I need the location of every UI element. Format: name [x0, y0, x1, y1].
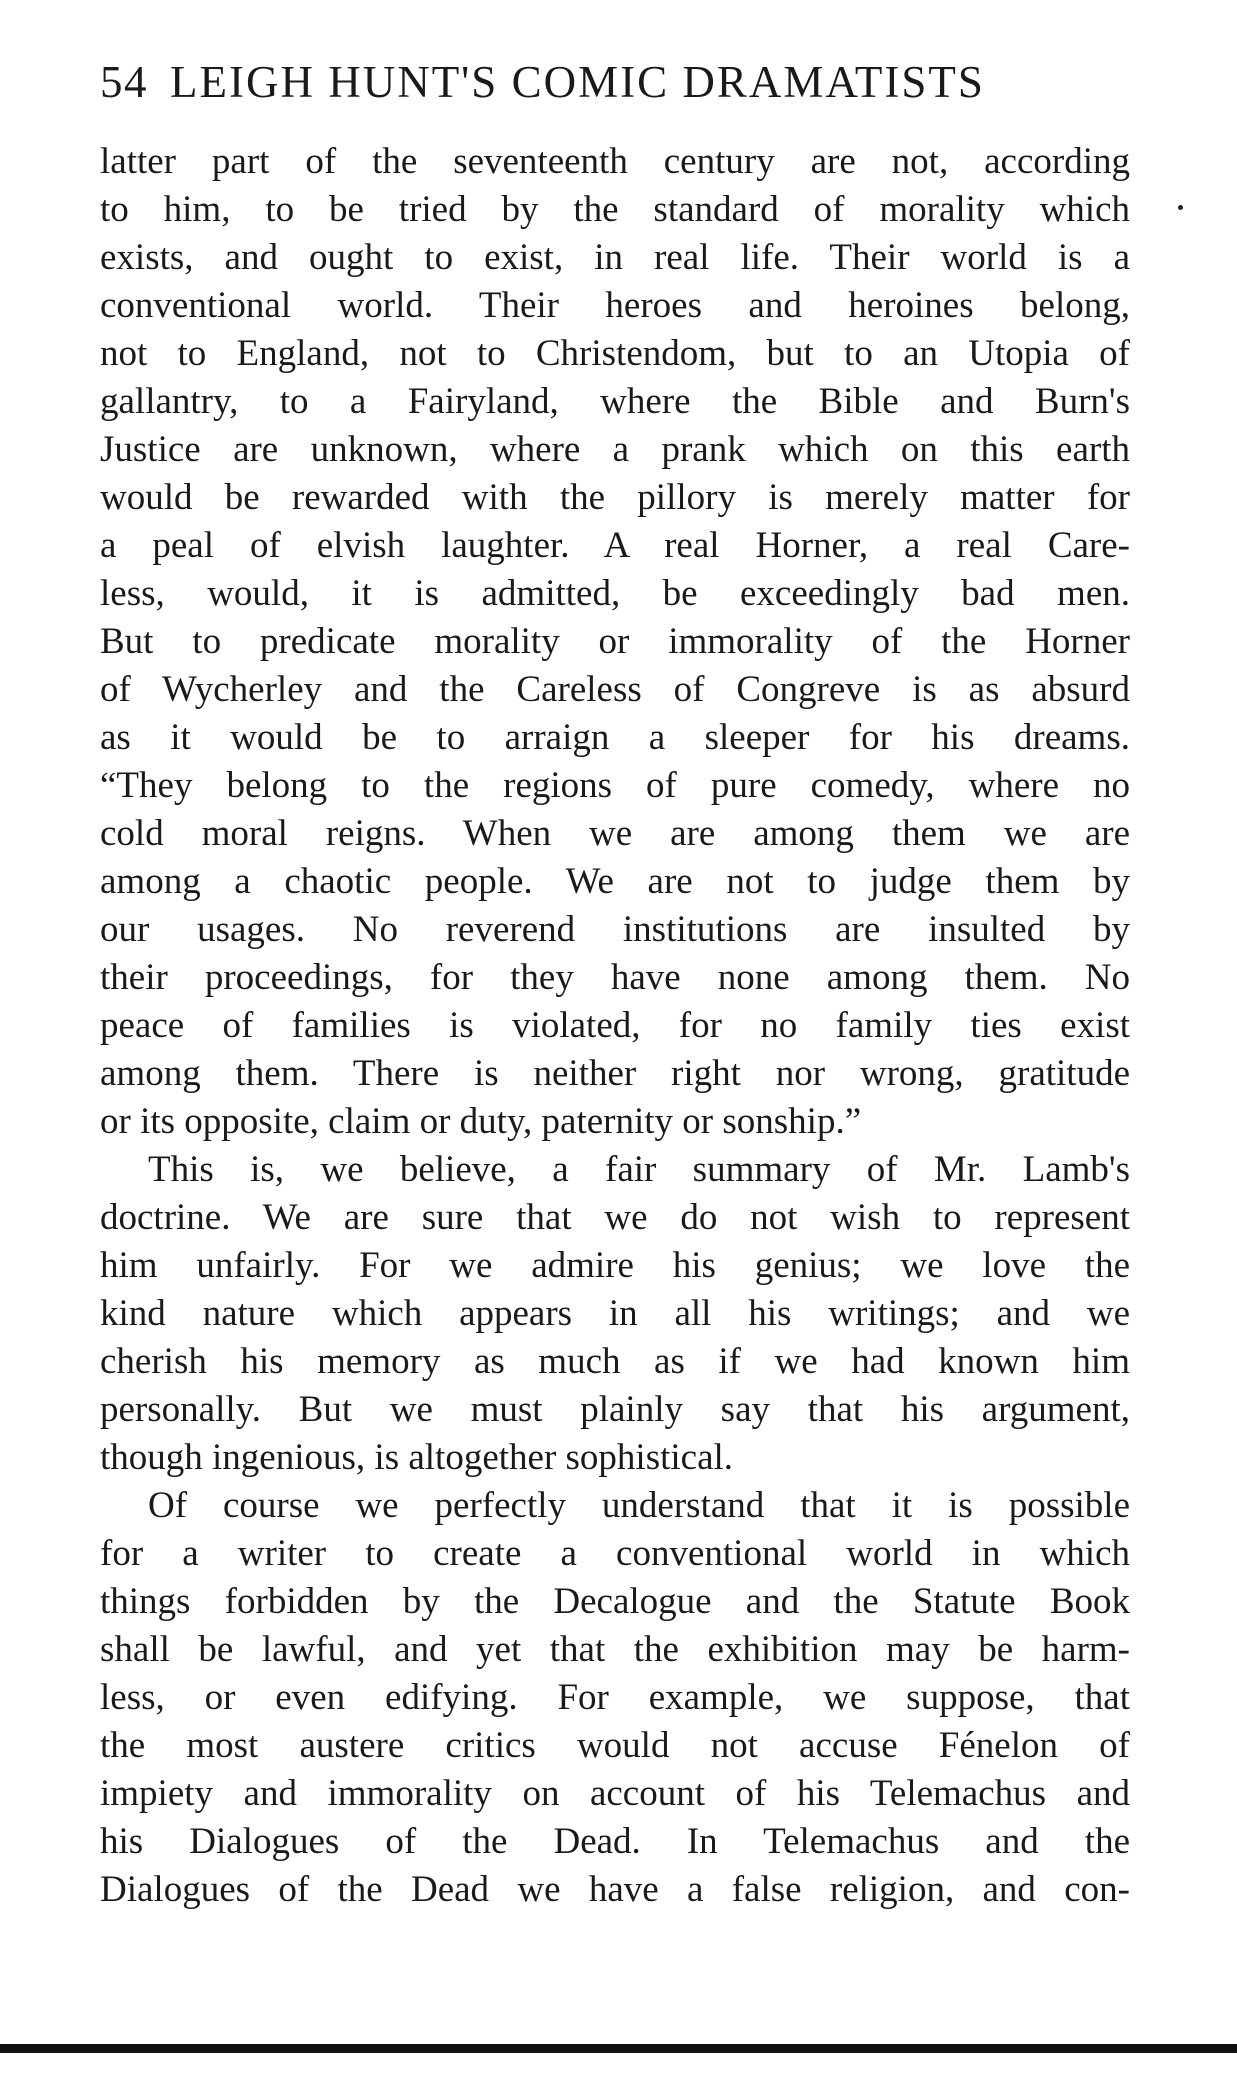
text-line: kind nature which appears in all his writings; and we — [100, 1293, 1130, 1334]
text-line: not to England, not to Christendom, but to an Utopia of — [100, 333, 1130, 374]
text-line: him unfairly. For we admire his genius; we love the — [100, 1245, 1130, 1286]
text-line: to him, to be tried by the standard of morality which — [100, 189, 1130, 230]
text-line: his Dialogues of the Dead. In Telemachus and the — [100, 1821, 1130, 1862]
text-line: “They belong to the regions of pure comedy, where no — [100, 765, 1130, 806]
text-line: exists, and ought to exist, in real life. Their world is a — [100, 237, 1130, 278]
text-line: among them. There is neither right nor wrong, gratitude — [100, 1053, 1130, 1094]
text-line: things forbidden by the Decalogue and the Statute Book — [100, 1581, 1130, 1622]
text-line: shall be lawful, and yet that the exhibition may be harm- — [100, 1629, 1130, 1670]
text-line: Dialogues of the Dead we have a false religion, and con- — [100, 1869, 1130, 1910]
text-line: their proceedings, for they have none among them. No — [100, 957, 1130, 998]
text-line: impiety and immorality on account of his Telemachus and — [100, 1773, 1130, 1814]
text-line: less, would, it is admitted, be exceedingly bad men. — [100, 573, 1130, 614]
page-number: 54 — [100, 57, 148, 107]
text-line: of Wycherley and the Careless of Congreve is as absurd — [100, 669, 1130, 710]
paragraph — [100, 1482, 1130, 1914]
text-line: cold moral reigns. When we are among them we are — [100, 813, 1130, 854]
text-line: for a writer to create a conventional world in which — [100, 1533, 1130, 1574]
text-line: This is, we believe, a fair summary of Mr. Lamb's — [148, 1149, 1130, 1190]
text-line: or its opposite, claim or duty, paternity or sonship.” — [100, 1101, 862, 1142]
text-line: personally. But we must plainly say that his argument, — [100, 1389, 1130, 1430]
running-title: LEIGH HUNT'S COMIC DRAMATISTS — [170, 57, 985, 107]
text-line: Of course we perfectly understand that it is possible — [148, 1485, 1130, 1526]
text-line: Justice are unknown, where a prank which on this earth — [100, 429, 1130, 470]
page-header — [100, 56, 1130, 108]
text-line: peace of families is violated, for no family ties exist — [100, 1005, 1130, 1046]
paragraph — [100, 1146, 1130, 1482]
text-line: doctrine. We are sure that we do not wish to represent — [100, 1197, 1130, 1238]
paragraph — [100, 138, 1130, 1146]
text-line: as it would be to arraign a sleeper for his dreams. — [100, 717, 1130, 758]
body-text — [100, 138, 1130, 1914]
text-line: conventional world. Their heroes and heroines belong, — [100, 285, 1130, 326]
text-line: though ingenious, is altogether sophistical. — [100, 1437, 734, 1478]
bottom-rule — [0, 2044, 1237, 2053]
text-line: among a chaotic people. We are not to judge them by — [100, 861, 1130, 902]
text-line: a peal of elvish laughter. A real Horner, a real Care- — [100, 525, 1130, 566]
text-line: latter part of the seventeenth century are not, according — [100, 141, 1130, 182]
text-line: the most austere critics would not accuse Fénelon of — [100, 1725, 1130, 1766]
text-line: less, or even edifying. For example, we suppose, that — [100, 1677, 1130, 1718]
margin-speck — [1178, 205, 1183, 210]
text-line: But to predicate morality or immorality of the Horner — [100, 621, 1130, 662]
text-line: would be rewarded with the pillory is merely matter for — [100, 477, 1130, 518]
text-line: our usages. No reverend institutions are insulted by — [100, 909, 1130, 950]
text-line: cherish his memory as much as if we had known him — [100, 1341, 1130, 1382]
text-line: gallantry, to a Fairyland, where the Bible and Burn's — [100, 381, 1130, 422]
